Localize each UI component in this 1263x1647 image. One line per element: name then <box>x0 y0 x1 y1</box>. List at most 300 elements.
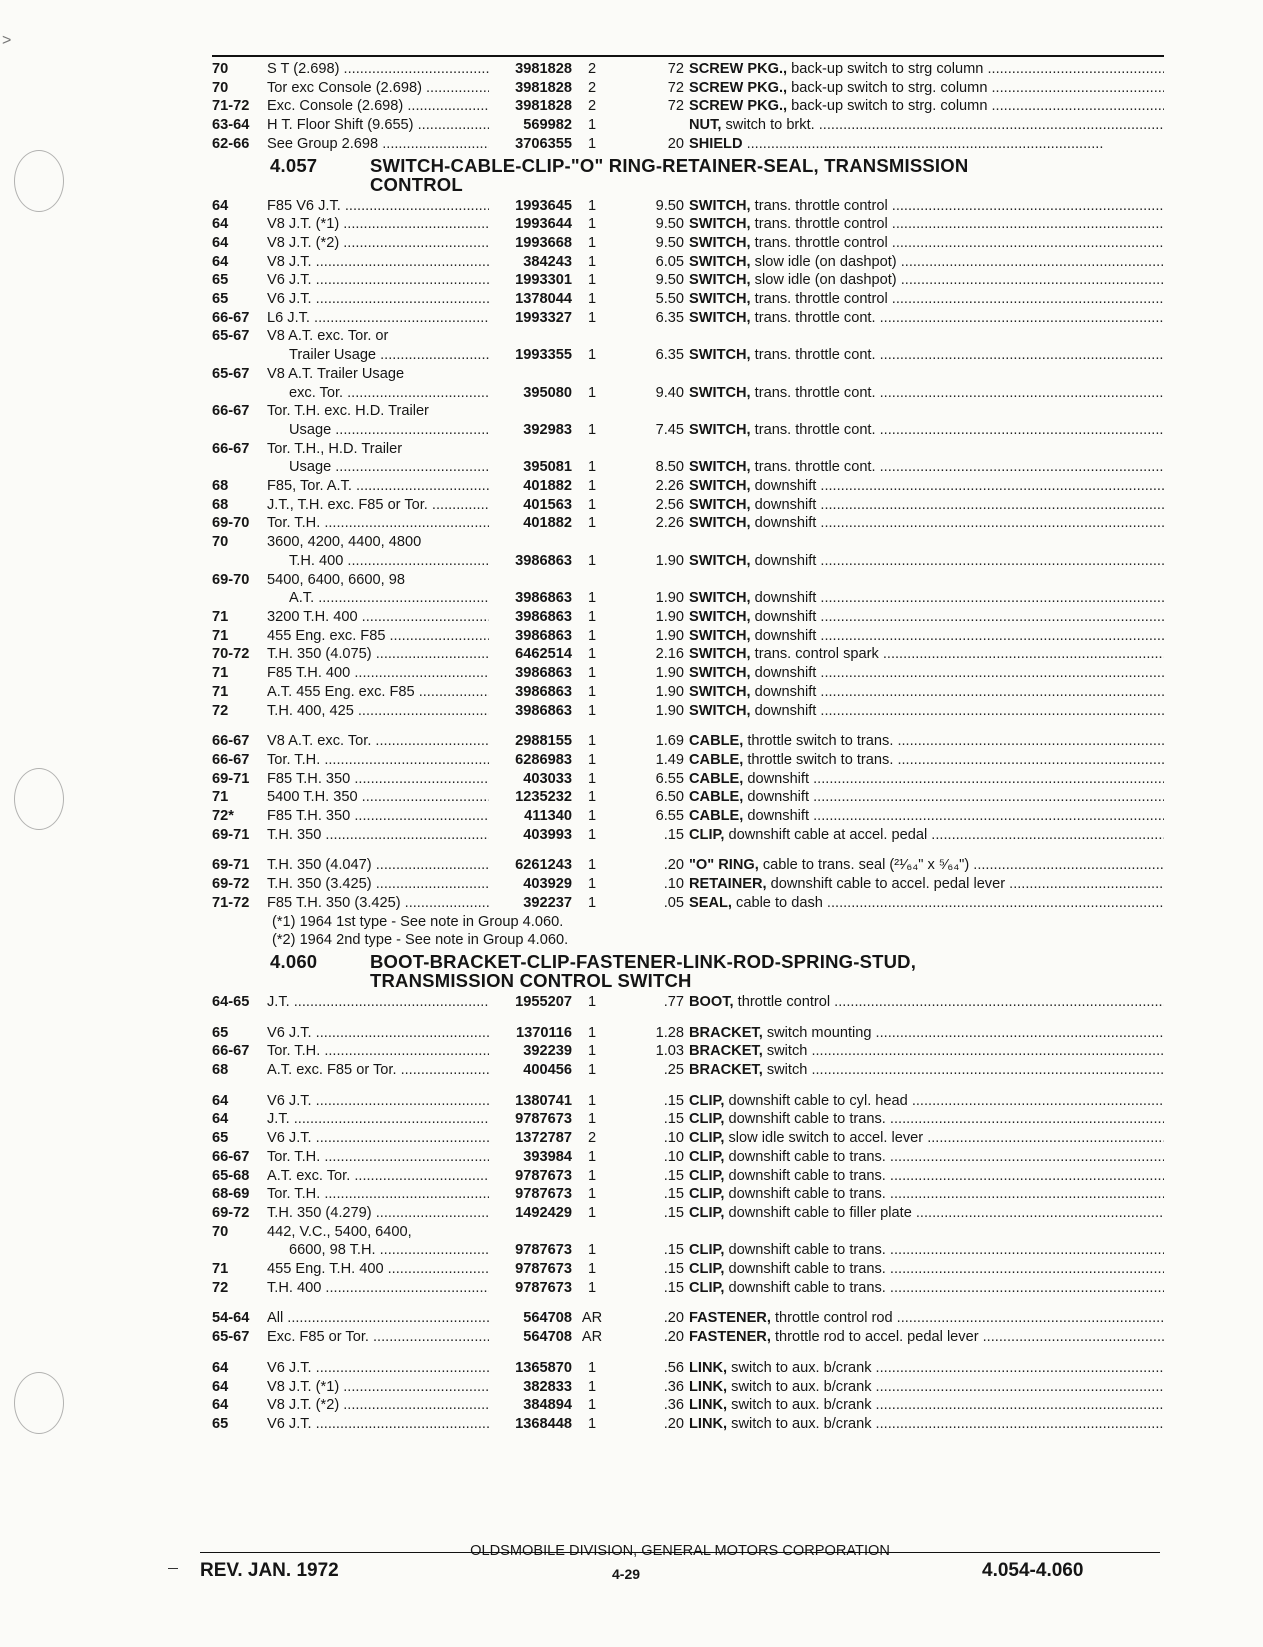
table-row <box>212 875 1164 894</box>
part-description <box>689 215 1164 234</box>
quantity: 1 <box>587 1043 597 1060</box>
table-row <box>212 60 1164 79</box>
list-price: 2.56 <box>655 496 684 513</box>
table-row <box>212 1148 1164 1167</box>
model-year: 64 <box>212 1092 229 1109</box>
model-year: 70 <box>212 534 229 551</box>
section-title-line1: BOOT-BRACKET-CLIP-FASTENER-LINK-ROD-SPRING-STUD, <box>370 950 917 972</box>
quantity: 1 <box>587 1416 597 1432</box>
application: F85 T.H. 350 ..... <box>267 770 489 789</box>
part-number: 1993668 <box>515 234 572 251</box>
part-name: CABLE, <box>689 770 744 787</box>
model-year: 64 <box>212 1111 229 1128</box>
part-name: SWITCH, <box>689 683 751 700</box>
quantity: 1 <box>587 1359 597 1376</box>
model-year-spacer <box>212 589 262 608</box>
application: T.H. 350 ..... <box>267 826 489 845</box>
model-year: 66-67 <box>212 309 250 326</box>
part-description <box>689 826 1164 845</box>
list-price: 1.49 <box>655 751 684 768</box>
application: Tor. T.H. ..... <box>267 1148 489 1167</box>
part-number: 1993301 <box>515 272 572 289</box>
part-description <box>689 894 1164 913</box>
application: A.T. 455 Eng. exc. F85 ..... <box>267 683 489 702</box>
list-price: .25 <box>663 1062 684 1079</box>
model-year: 65-68 <box>212 1167 250 1184</box>
part-description <box>689 732 1164 751</box>
part-detail: downshift cable to trans. <box>724 1186 886 1203</box>
model-year: 65 <box>212 272 229 289</box>
part-number: 392239 <box>523 1043 572 1060</box>
section-4060-rows <box>212 993 1164 1434</box>
part-number: 1372787 <box>515 1130 572 1147</box>
model-year: 69-70 <box>212 571 250 588</box>
table-row-lead <box>212 402 1164 421</box>
part-number: 3986863 <box>515 627 572 644</box>
part-name: SCREW PKG., <box>689 98 788 115</box>
model-year: 65-67 <box>212 1329 250 1346</box>
table-row <box>212 458 1164 477</box>
part-number: 1993645 <box>515 197 572 214</box>
top-rows <box>212 60 1164 154</box>
row-gap <box>212 1012 1164 1024</box>
model-year: 72* <box>212 808 234 825</box>
part-name: SWITCH, <box>689 515 751 532</box>
list-price: 1.90 <box>655 627 684 644</box>
list-price: .15 <box>663 1111 684 1128</box>
part-description <box>689 608 1164 627</box>
model-year: 69-70 <box>212 515 250 532</box>
part-detail: downshift <box>750 702 817 719</box>
list-price: .15 <box>663 1261 684 1278</box>
part-description <box>689 234 1164 253</box>
table-row <box>212 234 1164 253</box>
part-name: CLIP, <box>689 1204 725 1221</box>
part-description <box>689 1309 1164 1328</box>
quantity: 2 <box>587 79 597 96</box>
quantity: 1 <box>587 1148 597 1165</box>
part-detail: trans. throttle control <box>750 291 888 308</box>
model-year: 69-72 <box>212 1204 250 1221</box>
quantity: 1 <box>587 459 597 476</box>
part-name: SWITCH, <box>689 384 751 401</box>
model-year: 66-67 <box>212 751 250 768</box>
part-detail: trans. throttle cont. <box>750 309 876 326</box>
part-description <box>689 1110 1164 1129</box>
part-detail: downshift cable to accel. pedal lever <box>766 876 1006 893</box>
section-header-4057 <box>212 154 1164 197</box>
part-detail: downshift <box>750 552 817 569</box>
binder-hole-2 <box>14 768 64 830</box>
binder-hole-1 <box>14 150 64 212</box>
table-row <box>212 1260 1164 1279</box>
part-description <box>689 458 1164 477</box>
part-detail: downshift <box>750 478 817 495</box>
list-price: 9.50 <box>655 234 684 251</box>
table-row <box>212 97 1164 116</box>
table-row <box>212 894 1164 913</box>
list-price: 6.50 <box>655 789 684 806</box>
table-row <box>212 1204 1164 1223</box>
application: L6 J.T. ..... <box>267 309 489 328</box>
part-description <box>689 788 1164 807</box>
table-row-lead <box>212 365 1164 384</box>
list-price: 6.55 <box>655 770 684 787</box>
part-detail: downshift <box>750 665 817 682</box>
part-number: 1380741 <box>515 1092 572 1109</box>
table-row <box>212 496 1164 515</box>
part-name: "O" RING, <box>689 857 759 874</box>
table-row <box>212 664 1164 683</box>
model-year: 66-67 <box>212 403 250 420</box>
part-name: SWITCH, <box>689 309 751 326</box>
part-number: 3706355 <box>515 135 572 152</box>
part-detail: switch <box>762 1043 808 1060</box>
part-description <box>689 807 1164 826</box>
table-row-lead <box>212 571 1164 590</box>
application-cont: Usage ..... <box>267 421 489 440</box>
part-name: SWITCH, <box>689 496 751 513</box>
quantity: 1 <box>587 702 597 719</box>
model-year: 68-69 <box>212 1186 250 1203</box>
quantity: 1 <box>587 1167 597 1184</box>
quantity: 1 <box>587 272 597 289</box>
model-year-spacer <box>212 458 262 477</box>
model-year: 64 <box>212 234 229 251</box>
model-year: 71 <box>212 608 229 625</box>
application: V8 J.T. ..... <box>267 253 489 272</box>
quantity: 1 <box>587 1092 597 1109</box>
row-gap <box>212 844 1164 856</box>
row-gap <box>212 1347 1164 1359</box>
model-year: 70 <box>212 1223 229 1240</box>
list-price: 1.90 <box>655 683 684 700</box>
part-name: SEAL, <box>689 894 732 911</box>
part-name: NUT, <box>689 117 722 134</box>
part-detail: downshift <box>750 608 817 625</box>
model-year: 72 <box>212 1279 229 1296</box>
table-row <box>212 751 1164 770</box>
model-year: 71-72 <box>212 894 250 911</box>
part-number: 395081 <box>523 459 572 476</box>
application: F85, Tor. A.T. ..... <box>267 477 489 496</box>
quantity: 1 <box>587 496 597 513</box>
model-year: 69-71 <box>212 857 250 874</box>
application: All ..... <box>267 1309 489 1328</box>
quantity: 1 <box>587 627 597 644</box>
quantity: 1 <box>587 1397 597 1414</box>
section-title-line1: SWITCH-CABLE-CLIP-"O" RING-RETAINER-SEAL, TRANSMISSION <box>370 154 969 176</box>
application: V6 J.T. ..... <box>267 1092 489 1111</box>
quantity: 2 <box>587 61 597 77</box>
list-price: .10 <box>663 876 684 893</box>
list-price: .10 <box>663 1148 684 1165</box>
part-number: 3986863 <box>515 683 572 700</box>
application: See Group 2.698 ..... <box>267 135 489 154</box>
table-row <box>212 271 1164 290</box>
model-year: 64 <box>212 1359 229 1376</box>
table-row <box>212 514 1164 533</box>
model-year: 68 <box>212 478 229 495</box>
part-number: 382833 <box>523 1378 572 1395</box>
model-year: 70 <box>212 79 229 96</box>
row-gap <box>212 1080 1164 1092</box>
part-name: CABLE, <box>689 808 744 825</box>
row-gap <box>212 720 1164 732</box>
part-name: SHIELD <box>689 135 743 152</box>
application: 5400, 6400, 6600, 98 <box>267 571 405 588</box>
part-name: SWITCH, <box>689 234 751 251</box>
list-price: 1.90 <box>655 702 684 719</box>
part-name: CABLE, <box>689 751 744 768</box>
list-price: 1.28 <box>655 1024 684 1041</box>
list-price <box>612 116 684 135</box>
table-row <box>212 1279 1164 1298</box>
part-number: 1993355 <box>515 347 572 364</box>
part-description <box>689 1061 1164 1080</box>
part-detail: downshift cable to trans. <box>724 1148 886 1165</box>
application: F85 T.H. 350 ..... <box>267 807 489 826</box>
application: Tor. T.H. exc. H.D. Trailer <box>267 403 429 420</box>
quantity: 1 <box>587 1024 597 1041</box>
list-price: .20 <box>663 857 684 874</box>
section-title-line2: TRANSMISSION CONTROL SWITCH <box>370 969 692 991</box>
part-name: SWITCH, <box>689 291 751 308</box>
application: V6 J.T. ..... <box>267 1024 489 1043</box>
part-detail: trans. throttle cont. <box>750 384 876 401</box>
application: V8 A.T. Trailer Usage <box>267 365 405 382</box>
table-row <box>212 309 1164 328</box>
footer-division: OLDSMOBILE DIVISION, GENERAL MOTORS CORPORATION <box>470 1543 890 1559</box>
table-row <box>212 1185 1164 1204</box>
part-number: 393984 <box>523 1148 572 1165</box>
part-detail: downshift <box>750 683 817 700</box>
binder-hole-3 <box>14 1372 64 1434</box>
part-name: CLIP, <box>689 1148 725 1165</box>
part-number: 6261243 <box>515 857 572 874</box>
model-year: 71 <box>212 1261 229 1278</box>
part-detail: downshift cable to trans. <box>724 1242 886 1259</box>
part-detail: throttle switch to trans. <box>743 751 894 768</box>
part-name: CABLE, <box>689 733 744 750</box>
quantity: 1 <box>587 1279 597 1296</box>
application: F85 T.H. 400 ..... <box>267 664 489 683</box>
table-row <box>212 290 1164 309</box>
part-detail: downshift cable at accel. pedal <box>724 826 928 843</box>
list-price: 1.90 <box>655 608 684 625</box>
list-price: 8.50 <box>655 459 684 476</box>
table-row <box>212 683 1164 702</box>
quantity: 1 <box>587 608 597 625</box>
model-year: 65 <box>212 291 229 308</box>
quantity: 1 <box>587 894 597 911</box>
model-year: 64 <box>212 253 229 270</box>
model-year: 68 <box>212 1062 229 1079</box>
list-price: 72 <box>667 79 684 96</box>
list-price: 9.50 <box>655 216 684 233</box>
part-detail: back-up switch to strg. column <box>787 79 988 96</box>
part-description <box>689 664 1164 683</box>
application-cont: exc. Tor. ..... <box>267 384 489 403</box>
model-year: 70 <box>212 61 229 77</box>
part-number: 401882 <box>523 478 572 495</box>
table-row <box>212 993 1164 1012</box>
list-price: 2.16 <box>655 646 684 663</box>
part-description <box>689 116 1164 135</box>
list-price: .15 <box>663 1279 684 1296</box>
part-detail: downshift <box>750 496 817 513</box>
list-price: 1.90 <box>655 552 684 569</box>
quantity: 1 <box>587 234 597 251</box>
part-name: SWITCH, <box>689 665 751 682</box>
part-name: SWITCH, <box>689 646 751 663</box>
application: V8 J.T. (*2) ..... <box>267 1396 489 1415</box>
part-description <box>689 1204 1164 1223</box>
part-number: 1955207 <box>515 993 572 1010</box>
part-number: 401882 <box>523 515 572 532</box>
part-description <box>689 290 1164 309</box>
part-detail: switch to aux. b/crank <box>727 1416 872 1432</box>
part-name: CABLE, <box>689 789 744 806</box>
part-name: SWITCH, <box>689 421 751 438</box>
part-detail: back-up switch to strg. column <box>787 98 988 115</box>
part-description <box>689 1167 1164 1186</box>
list-price: 20 <box>667 135 684 152</box>
table-row <box>212 589 1164 608</box>
part-number: 1370116 <box>515 1024 572 1041</box>
part-description <box>689 496 1164 515</box>
part-number: 384894 <box>523 1397 572 1414</box>
list-price: 1.69 <box>655 733 684 750</box>
application: V6 J.T. ..... <box>267 1129 489 1148</box>
table-row <box>212 477 1164 496</box>
quantity: 1 <box>587 1111 597 1128</box>
model-year: 71 <box>212 665 229 682</box>
part-number: 384243 <box>523 253 572 270</box>
part-name: BRACKET, <box>689 1024 763 1041</box>
quantity: 1 <box>587 665 597 682</box>
part-number: 564708 <box>523 1310 572 1327</box>
part-description <box>689 702 1164 721</box>
model-year: 66-67 <box>212 1043 250 1060</box>
application: T.H. 350 (4.047) ..... <box>267 856 489 875</box>
list-price: .15 <box>663 1186 684 1203</box>
footnote-1: (*1) 1964 1st type - See note in Group 4.060. <box>272 913 564 930</box>
part-name: SWITCH, <box>689 627 751 644</box>
application: S T (2.698) ..... <box>267 60 489 79</box>
model-year-spacer <box>212 421 262 440</box>
application: 3200 T.H. 400 ..... <box>267 608 489 627</box>
quantity: 1 <box>587 1062 597 1079</box>
part-number: 3986863 <box>515 590 572 607</box>
part-number: 3981828 <box>515 98 572 115</box>
table-row <box>212 1378 1164 1397</box>
part-description <box>689 79 1164 98</box>
part-number: 9787673 <box>515 1167 572 1184</box>
footer-rule <box>200 1552 1160 1553</box>
table-row <box>212 421 1164 440</box>
part-number: 2988155 <box>515 733 572 750</box>
part-description <box>689 1092 1164 1111</box>
part-description <box>689 645 1164 664</box>
application: Tor. T.H. ..... <box>267 751 489 770</box>
quantity: 1 <box>587 808 597 825</box>
application: T.H. 400 ..... <box>267 1279 489 1298</box>
list-price: .10 <box>663 1130 684 1147</box>
group-range: 4.054-4.060 <box>982 1560 1084 1581</box>
model-year: 71-72 <box>212 98 250 115</box>
part-description <box>689 1260 1164 1279</box>
part-description <box>689 346 1164 365</box>
part-description <box>689 477 1164 496</box>
list-price: .15 <box>663 826 684 843</box>
table-row <box>212 1328 1164 1347</box>
part-number: 392237 <box>523 894 572 911</box>
part-number: 569982 <box>523 117 572 134</box>
list-price: 1.03 <box>655 1043 684 1060</box>
application: 455 Eng. exc. F85 ..... <box>267 627 489 646</box>
page-number: 4-29 <box>612 1566 641 1582</box>
table-row <box>212 856 1164 875</box>
part-number: 403929 <box>523 876 572 893</box>
application: V8 A.T. exc. Tor. or <box>267 328 389 345</box>
part-description <box>689 60 1164 79</box>
table-row <box>212 1092 1164 1111</box>
part-description <box>689 135 1164 154</box>
list-price: .36 <box>663 1397 684 1414</box>
list-price: .15 <box>663 1167 684 1184</box>
part-description <box>689 683 1164 702</box>
table-row <box>212 702 1164 721</box>
part-number: 1993644 <box>515 216 572 233</box>
table-row <box>212 1359 1164 1378</box>
model-year: 69-71 <box>212 826 250 843</box>
quantity: 1 <box>587 751 597 768</box>
part-detail: throttle switch to trans. <box>743 733 894 750</box>
model-year: 65 <box>212 1024 229 1041</box>
application: T.H. 350 (4.075) ..... <box>267 645 489 664</box>
application: J.T. ..... <box>267 993 489 1012</box>
part-detail: downshift cable to trans. <box>724 1111 886 1128</box>
part-name: CLIP, <box>689 1130 725 1147</box>
parts-sheet <box>212 60 1164 1434</box>
part-name: CLIP, <box>689 1242 725 1259</box>
model-year: 64 <box>212 197 229 214</box>
list-price: .05 <box>663 894 684 911</box>
part-number: 9787673 <box>515 1279 572 1296</box>
application-cont: A.T. ..... <box>267 589 489 608</box>
list-price: .56 <box>663 1359 684 1376</box>
part-description <box>689 993 1164 1012</box>
application: J.T. ..... <box>267 1110 489 1129</box>
part-name: CLIP, <box>689 826 725 843</box>
quantity: 1 <box>587 789 597 806</box>
part-name: BRACKET, <box>689 1062 763 1079</box>
part-name: CLIP, <box>689 1092 725 1109</box>
quantity: 1 <box>587 683 597 700</box>
application: H T. Floor Shift (9.655) ..... <box>267 116 489 135</box>
model-year: 65 <box>212 1130 229 1147</box>
table-row-lead <box>212 327 1164 346</box>
part-detail: back-up switch to strg column <box>787 61 984 77</box>
quantity: 2 <box>587 98 597 115</box>
model-year: 69-71 <box>212 770 250 787</box>
table-row-lead <box>212 533 1164 552</box>
part-detail: switch to aux. b/crank <box>727 1397 872 1414</box>
model-year: 64 <box>212 1397 229 1414</box>
list-price: .15 <box>663 1242 684 1259</box>
part-name: LINK, <box>689 1359 728 1376</box>
